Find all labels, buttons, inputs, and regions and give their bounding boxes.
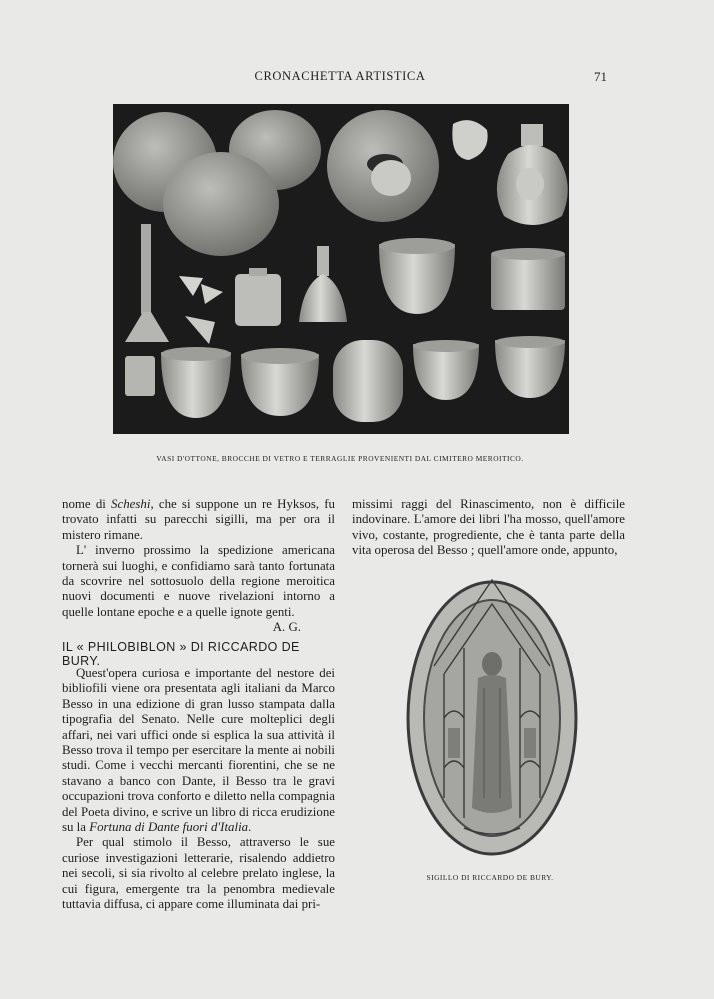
article2-text	[62, 666, 335, 913]
article1-signature: A. G.	[272, 620, 301, 635]
section-heading: IL « PHILOBIBLON » DI RICCARDO DE BURY.	[62, 640, 300, 668]
seal-illustration	[404, 578, 580, 858]
article1-text	[62, 497, 335, 636]
page-header	[0, 69, 714, 87]
article1-paragraph-1: nome di Scheshi, che si suppone un re Hyksos, fu trovato infatti su parecchi sigilli, ma per ora il mistero rimane.	[62, 497, 335, 542]
seal-caption: SIGILLO DI RICCARDO DE BURY.	[426, 873, 554, 882]
running-title: CRONACHETTA ARTISTICA	[254, 69, 426, 83]
figure-caption: VASI D'OTTONE, BROCCHE DI VETRO E TERRAGLIE PROVENIENTI DAL CIMITERO MEROITICO.	[156, 454, 524, 463]
seal-image	[404, 578, 580, 858]
page-number: 71	[594, 69, 607, 84]
vessels-illustration	[113, 104, 569, 434]
article2-continuation: missimi raggi del Rinascimento, non è difficile indovinare. L'amore dei libri l'ha mosso, quell'amore vivo, costante, progrediente, che è tanta parte della vita operosa del Besso ; quell'amore onde, appunto,	[352, 497, 625, 558]
article2-paragraph-1: Quest'opera curiosa e importante del nestore dei bibliofili viene ora presentata agli italiani da Marco Besso in una edizione di gran lusso stampata dalla tipografia del Senato. Nelle cure molteplici degli affari, nei vari uffici onde si esplica la sua attività il Besso trova il tempo per esercitare la mente ai nobili studi. Come i vecchi mercanti fiorentini, che se ne stavano a banco con Dante, il Besso tra le gravi occupazioni trova conforto e diletto nella compagnia del Poeta divino, e scrive un libro di ricca erudizione su la Fortuna di Dante fuori d'Italia.	[62, 666, 335, 835]
article1-paragraph-2: L' inverno prossimo la spedizione americana tornerà sui luoghi, e confidiamo sarà tanto fortunata da scovrire nel sottosuolo della regione meroitica nuovi documenti e nuove rivelazioni intorno a quelle lontane epoche e a quelle ignote genti.	[62, 543, 335, 619]
article2-paragraph-2: Per qual stimolo il Besso, attraverso le sue curiose investigazioni letterarie, risalendo addietro nei secoli, si sia rivolto al celebre prelato inglese, la cui figura, emergente tra la penombra medievale tuttavia diffusa, ci appare come illuminata dai pri-	[62, 835, 335, 912]
vessels-photograph	[113, 104, 569, 434]
